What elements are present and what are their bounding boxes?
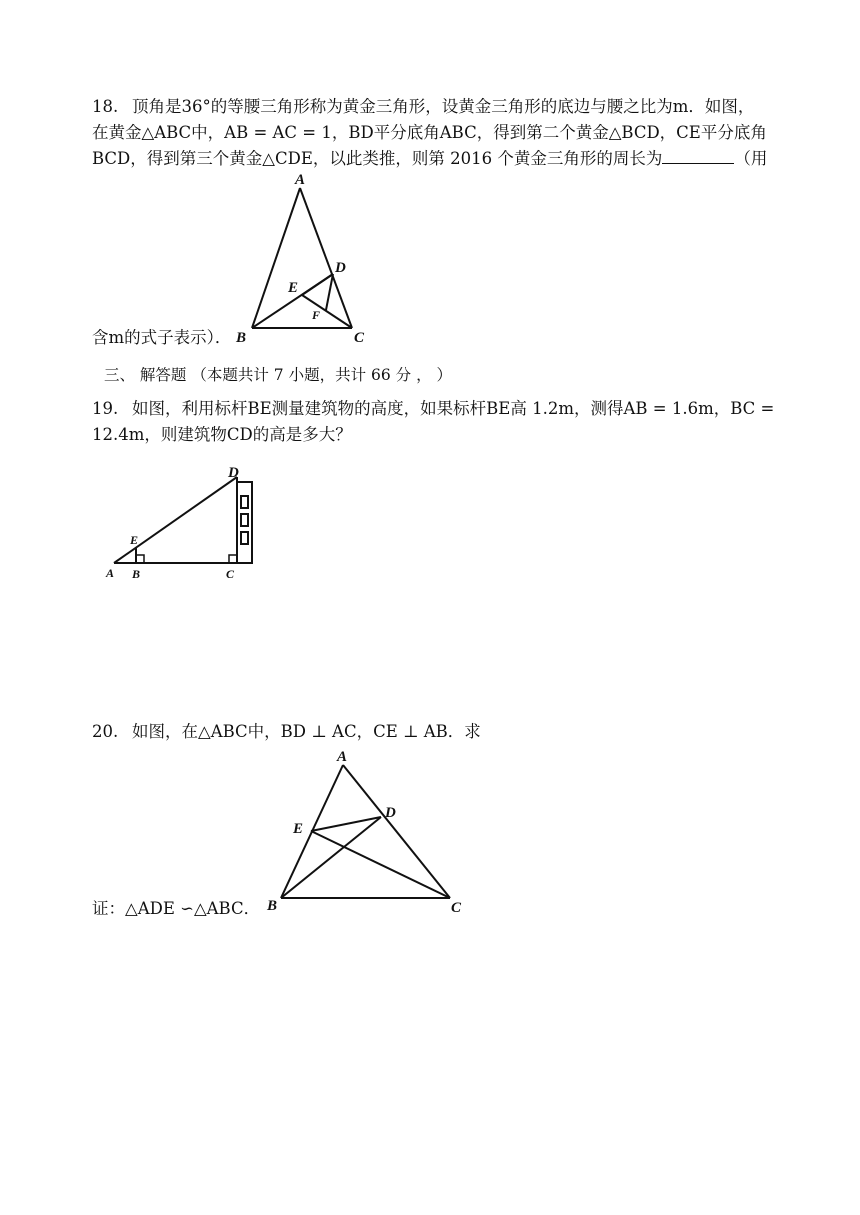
building-window bbox=[241, 496, 248, 508]
label-a: A bbox=[337, 749, 348, 765]
q18-text-3: BCD，得到第三个黄金△CDE，以此类推，则第 2016 个黄金三角形的周长为 bbox=[92, 149, 663, 168]
q18-golden-triangle-figure bbox=[230, 170, 380, 350]
label-d: D bbox=[228, 465, 239, 481]
label-c: C bbox=[226, 567, 235, 581]
right-angle-mark-b bbox=[136, 555, 144, 563]
label-a: A bbox=[106, 566, 115, 580]
question-number: 18. bbox=[92, 97, 119, 116]
label-d: D bbox=[385, 805, 396, 821]
question-number: 19. bbox=[92, 399, 119, 418]
segment-ed bbox=[302, 274, 333, 295]
q19-line1 bbox=[92, 396, 774, 422]
q18-line2: 在黄金△ABC中，AB = AC = 1，BD平分底角ABC，得到第二个黄金△BCD，CE平分底角 bbox=[92, 123, 767, 142]
label-a: A bbox=[295, 172, 306, 188]
segment-ed bbox=[311, 817, 381, 831]
building-window bbox=[241, 532, 248, 544]
label-e: E bbox=[288, 280, 299, 296]
right-angle-mark-c bbox=[229, 555, 237, 563]
building-body bbox=[237, 482, 252, 563]
label-b: B bbox=[267, 898, 278, 914]
answer-blank[interactable] bbox=[662, 147, 734, 164]
label-b: B bbox=[132, 567, 141, 581]
q18-line3 bbox=[92, 146, 767, 172]
q18-text-3b: （用 bbox=[734, 149, 768, 168]
q19-text-1: 如图，利用标杆BE测量建筑物的高度，如果标杆BE高 1.2m，测得AB = 1.6m，BC = bbox=[132, 399, 775, 418]
q20-text-1: 如图，在△ABC中，BD ⊥ AC，CE ⊥ AB．求 bbox=[132, 722, 481, 741]
section-heading: 三、 解答题 （本题共计 7 小题，共计 66 分 ， ） bbox=[104, 366, 453, 384]
label-e: E bbox=[293, 821, 304, 837]
segment-df bbox=[326, 274, 333, 310]
segment-ab bbox=[252, 188, 300, 328]
label-c: C bbox=[354, 330, 365, 346]
question-number: 20. bbox=[92, 722, 119, 741]
label-b: B bbox=[236, 330, 247, 346]
q18-line1 bbox=[92, 94, 754, 120]
segment-ce bbox=[311, 831, 450, 898]
q18-text-1: 顶角是36°的等腰三角形称为黄金三角形，设黄金三角形的底边与腰之比为m．如图， bbox=[132, 97, 755, 116]
label-c: C bbox=[451, 900, 462, 916]
q20-line1 bbox=[92, 719, 481, 745]
q20-line2: 证：△ADE ∽△ABC． bbox=[92, 899, 261, 918]
q18-line4: 含m的式子表示）． bbox=[92, 328, 232, 347]
q20-triangle-figure bbox=[265, 745, 475, 920]
sight-line bbox=[114, 477, 237, 563]
q19-building-figure bbox=[100, 450, 270, 590]
label-f: F bbox=[312, 308, 321, 322]
q19-line2: 12.4m，则建筑物CD的高是多大？ bbox=[92, 425, 352, 444]
label-d: D bbox=[335, 260, 346, 276]
label-e: E bbox=[130, 533, 139, 547]
building-window bbox=[241, 514, 248, 526]
segment-ac bbox=[343, 765, 450, 898]
